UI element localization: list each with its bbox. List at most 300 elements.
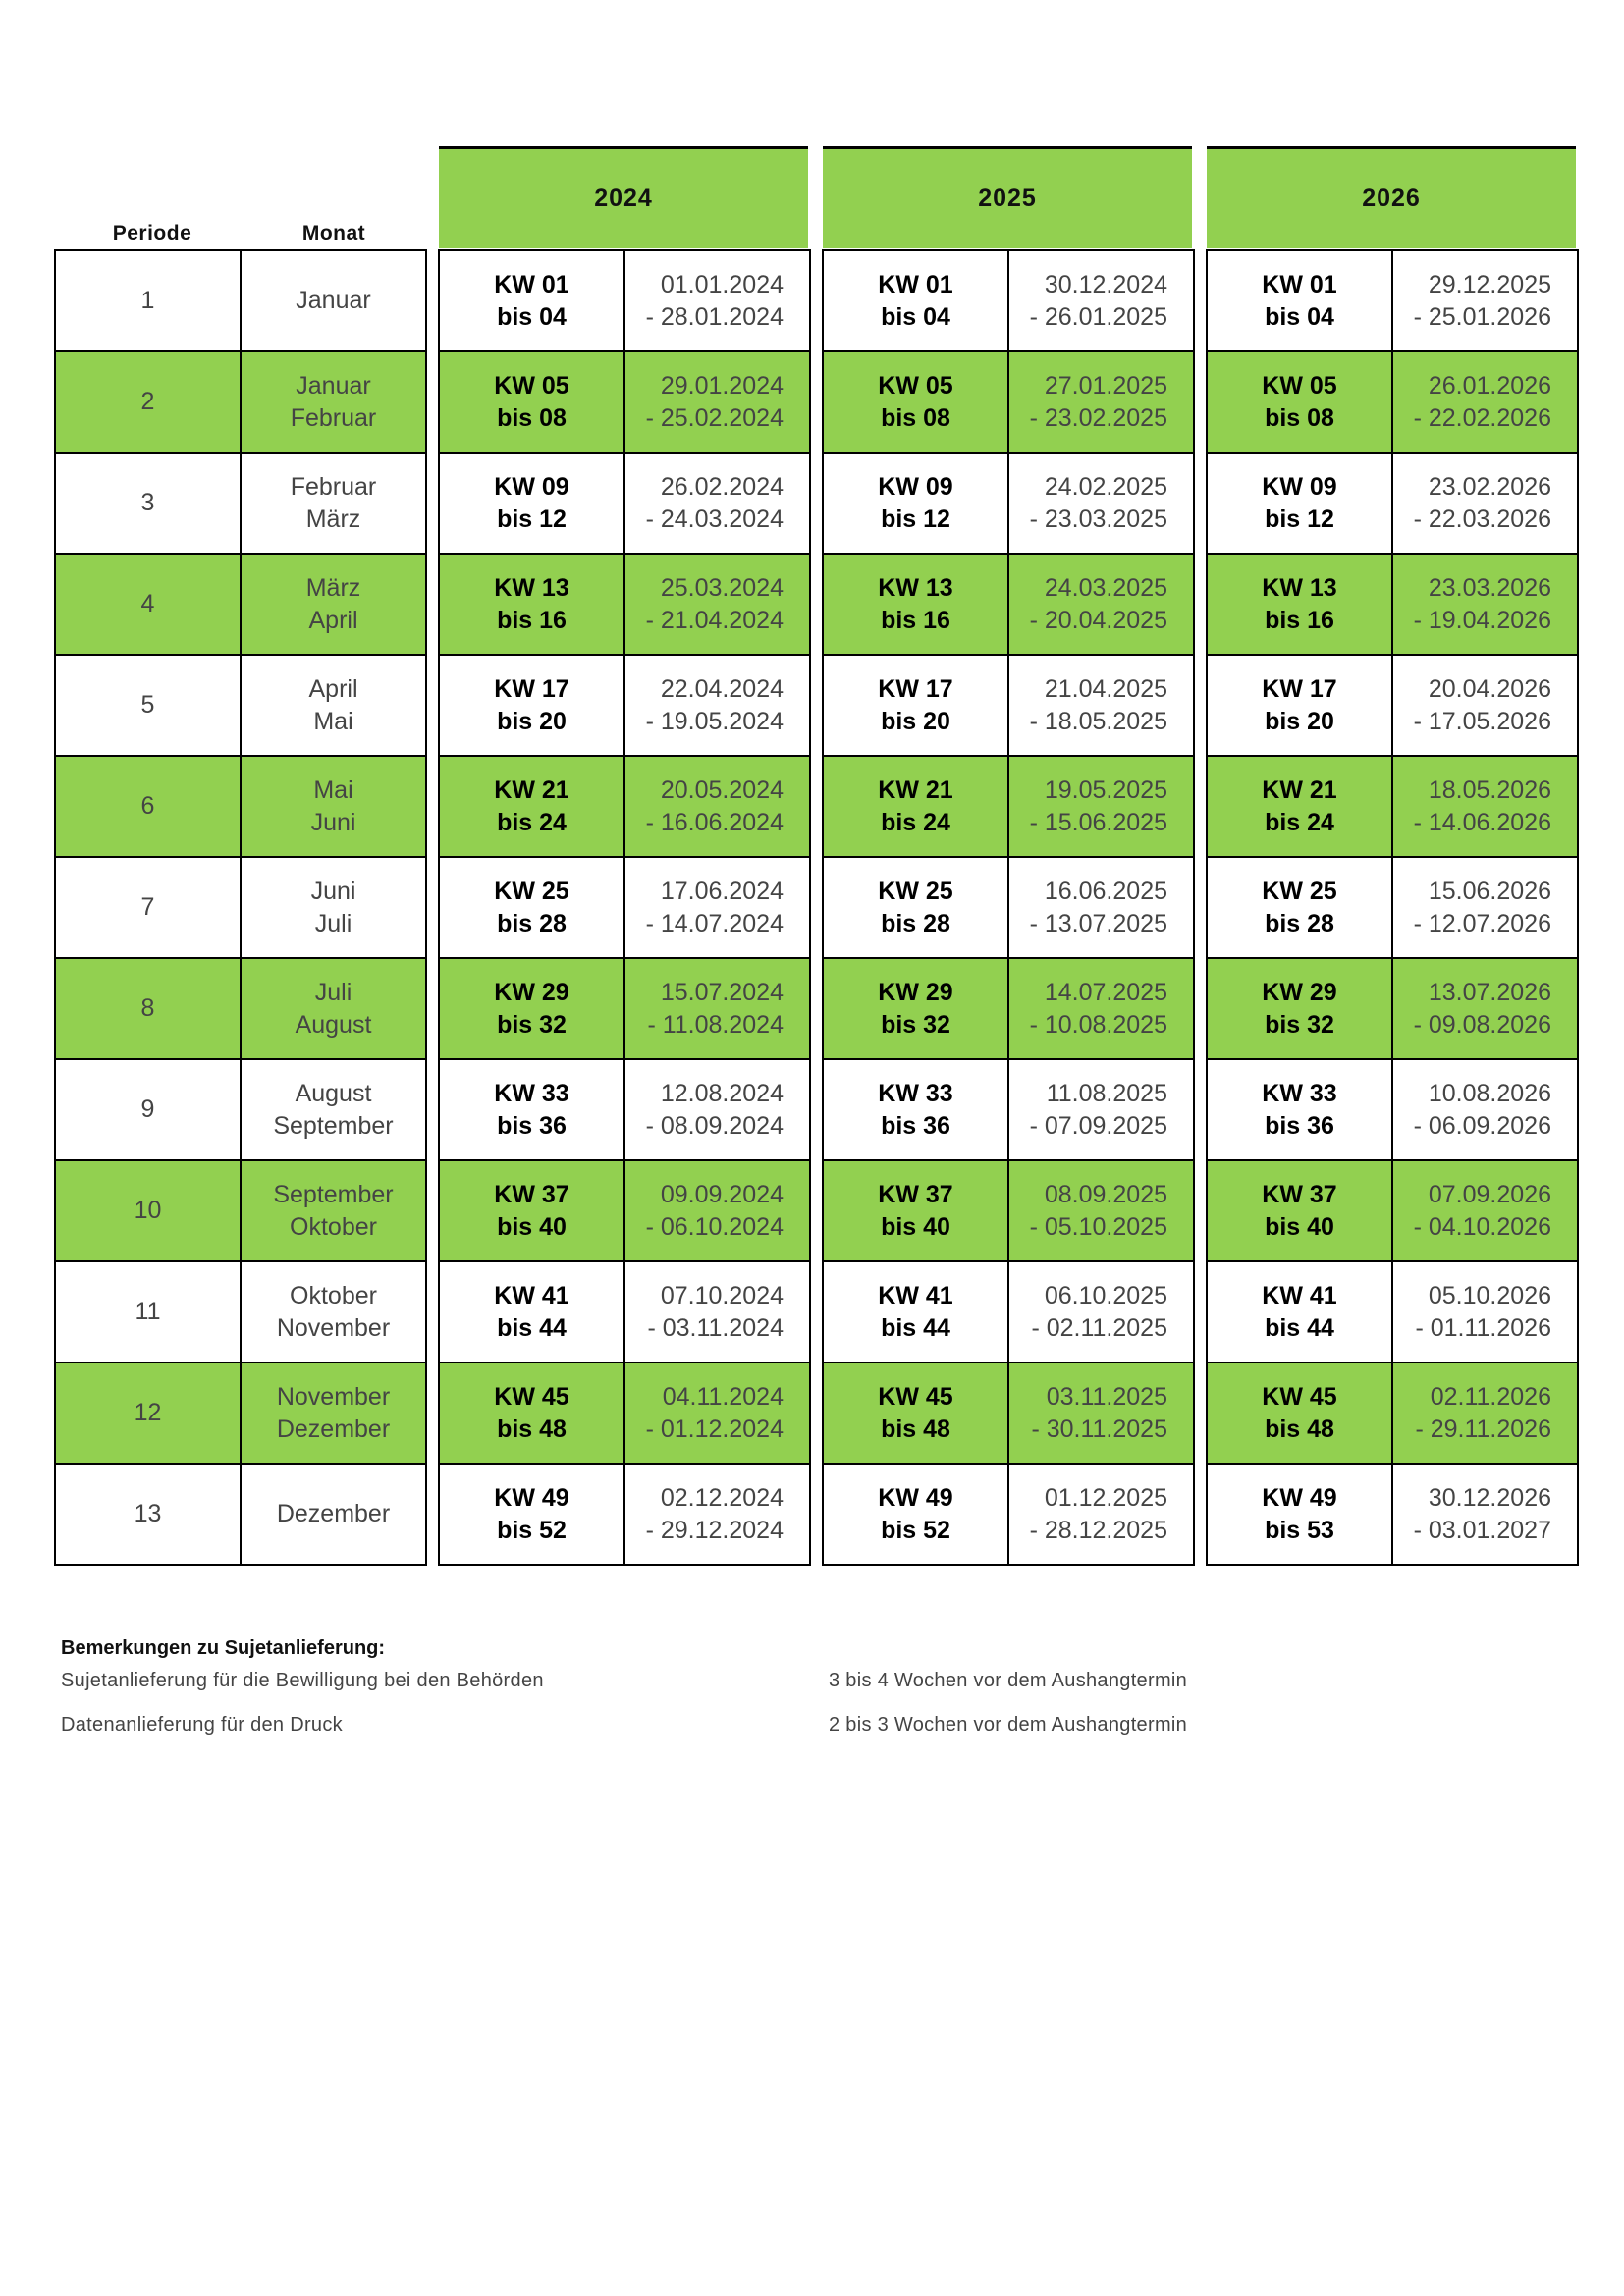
cell-line: November bbox=[276, 1382, 391, 1411]
date-range-cell bbox=[1008, 250, 1194, 351]
table-row bbox=[439, 1464, 810, 1565]
cell-line: KW 01 bbox=[1262, 270, 1337, 298]
period-month-table bbox=[54, 249, 427, 1566]
month-cell bbox=[241, 958, 426, 1059]
table-row bbox=[823, 351, 1194, 453]
cell-line: April bbox=[308, 606, 358, 634]
cell-line: KW 29 bbox=[878, 978, 953, 1006]
calendar-week-cell bbox=[439, 1160, 624, 1261]
cell-line: - 26.01.2025 bbox=[1029, 302, 1167, 331]
cell-line: - 21.04.2024 bbox=[645, 606, 784, 634]
cell-line: KW 13 bbox=[878, 573, 953, 602]
cell-line: bis 44 bbox=[881, 1313, 950, 1342]
date-range-cell bbox=[624, 554, 810, 655]
cell-line: 09.09.2024 bbox=[660, 1180, 784, 1208]
cell-line: bis 24 bbox=[881, 808, 950, 836]
cell-line: - 18.05.2025 bbox=[1029, 707, 1167, 735]
table-row bbox=[55, 351, 426, 453]
cell-line: 15.06.2026 bbox=[1428, 877, 1551, 905]
cell-line: bis 28 bbox=[881, 909, 950, 937]
period-cell: 6 bbox=[55, 756, 241, 857]
cell-line: - 07.09.2025 bbox=[1029, 1111, 1167, 1140]
calendar-week-cell bbox=[439, 958, 624, 1059]
calendar-week-cell bbox=[439, 453, 624, 554]
date-range-cell bbox=[624, 655, 810, 756]
cell-line: Februar bbox=[290, 403, 377, 432]
month-cell bbox=[241, 1464, 426, 1565]
date-range-cell bbox=[1392, 453, 1578, 554]
date-range-cell bbox=[1392, 1261, 1578, 1362]
cell-line: 24.03.2025 bbox=[1044, 573, 1167, 602]
cell-line: - 05.10.2025 bbox=[1029, 1212, 1167, 1241]
calendar-week-cell bbox=[823, 1464, 1008, 1565]
cell-line: KW 25 bbox=[494, 877, 569, 905]
date-range-cell bbox=[1392, 1362, 1578, 1464]
cell-line: KW 17 bbox=[494, 674, 569, 703]
cell-line: KW 01 bbox=[878, 270, 953, 298]
cell-line: Januar bbox=[296, 287, 371, 314]
calendar-week-cell bbox=[1207, 453, 1392, 554]
cell-line: bis 12 bbox=[881, 505, 950, 533]
cell-line: - 15.06.2025 bbox=[1029, 808, 1167, 836]
table-row bbox=[1207, 554, 1578, 655]
month-cell bbox=[241, 1261, 426, 1362]
cell-line: - 08.09.2024 bbox=[645, 1111, 784, 1140]
cell-line: - 22.02.2026 bbox=[1413, 403, 1551, 432]
date-range-cell bbox=[624, 857, 810, 958]
table-row bbox=[1207, 351, 1578, 453]
cell-line: - 13.07.2025 bbox=[1029, 909, 1167, 937]
cell-line: Januar bbox=[296, 371, 371, 400]
cell-line: 25.03.2024 bbox=[660, 573, 784, 602]
cell-line: 20.05.2024 bbox=[660, 775, 784, 804]
cell-line: - 23.02.2025 bbox=[1029, 403, 1167, 432]
cell-line: August bbox=[295, 1079, 372, 1107]
calendar-week-cell bbox=[823, 1059, 1008, 1160]
month-cell bbox=[241, 1059, 426, 1160]
cell-line: bis 12 bbox=[1265, 505, 1334, 533]
table-row bbox=[823, 250, 1194, 351]
date-range-cell bbox=[624, 756, 810, 857]
table-row bbox=[1207, 1362, 1578, 1464]
table-row bbox=[823, 756, 1194, 857]
date-range-cell bbox=[1008, 351, 1194, 453]
cell-line: März bbox=[305, 505, 361, 533]
cell-line: 11.08.2025 bbox=[1046, 1079, 1167, 1107]
cell-line: bis 36 bbox=[1265, 1111, 1334, 1140]
cell-line: bis 08 bbox=[881, 403, 950, 432]
cell-line: bis 04 bbox=[497, 302, 567, 331]
cell-line: 30.12.2026 bbox=[1428, 1483, 1551, 1512]
cell-line: KW 25 bbox=[1262, 877, 1337, 905]
year-table-2026 bbox=[1206, 249, 1579, 1566]
calendar-week-cell bbox=[823, 958, 1008, 1059]
cell-line: bis 12 bbox=[497, 505, 567, 533]
cell-line: - 03.11.2024 bbox=[647, 1313, 784, 1342]
month-cell bbox=[241, 857, 426, 958]
table-row bbox=[439, 1059, 810, 1160]
cell-line: 08.09.2025 bbox=[1044, 1180, 1167, 1208]
period-cell: 1 bbox=[55, 250, 241, 351]
cell-line: 16.06.2025 bbox=[1044, 877, 1167, 905]
cell-line: bis 20 bbox=[1265, 707, 1334, 735]
month-cell bbox=[241, 1160, 426, 1261]
cell-line: - 29.11.2026 bbox=[1415, 1415, 1551, 1443]
cell-line: Oktober bbox=[290, 1281, 377, 1309]
table-row bbox=[439, 554, 810, 655]
calendar-week-cell bbox=[823, 655, 1008, 756]
cell-line: - 01.12.2024 bbox=[645, 1415, 784, 1443]
table-row bbox=[823, 1160, 1194, 1261]
table-row bbox=[439, 1261, 810, 1362]
year-table-2025 bbox=[822, 249, 1195, 1566]
calendar-week-cell bbox=[1207, 655, 1392, 756]
calendar-week-cell bbox=[1207, 958, 1392, 1059]
calendar-week-cell bbox=[1207, 857, 1392, 958]
cell-line: - 02.11.2025 bbox=[1031, 1313, 1167, 1342]
cell-line: KW 29 bbox=[1262, 978, 1337, 1006]
date-range-cell bbox=[624, 351, 810, 453]
cell-line: - 10.08.2025 bbox=[1029, 1010, 1167, 1039]
date-range-cell bbox=[1008, 1362, 1194, 1464]
cell-line: - 30.11.2025 bbox=[1031, 1415, 1167, 1443]
cell-line: 22.04.2024 bbox=[660, 674, 784, 703]
cell-line: bis 16 bbox=[881, 606, 950, 634]
cell-line: KW 25 bbox=[878, 877, 953, 905]
cell-line: 19.05.2025 bbox=[1044, 775, 1167, 804]
date-range-cell bbox=[1392, 250, 1578, 351]
table-row bbox=[823, 857, 1194, 958]
period-cell: 9 bbox=[55, 1059, 241, 1160]
table-row bbox=[823, 1362, 1194, 1464]
table-row bbox=[823, 453, 1194, 554]
note-label: Sujetanlieferung für die Bewilligung bei den Behörden bbox=[61, 1670, 544, 1691]
cell-line: KW 13 bbox=[1262, 573, 1337, 602]
table-row bbox=[823, 958, 1194, 1059]
cell-line: - 16.06.2024 bbox=[645, 808, 784, 836]
cell-line: 01.12.2025 bbox=[1044, 1483, 1167, 1512]
date-range-cell bbox=[1008, 1059, 1194, 1160]
periode-header: Periode bbox=[112, 222, 192, 244]
cell-line: 01.01.2024 bbox=[660, 270, 784, 298]
table-row bbox=[1207, 250, 1578, 351]
table-row bbox=[439, 351, 810, 453]
cell-line: - 11.08.2024 bbox=[647, 1010, 784, 1039]
calendar-week-cell bbox=[823, 1261, 1008, 1362]
cell-line: KW 45 bbox=[878, 1382, 953, 1411]
cell-line: 27.01.2025 bbox=[1044, 371, 1167, 400]
cell-line: - 04.10.2026 bbox=[1413, 1212, 1551, 1241]
cell-line: 21.04.2025 bbox=[1044, 674, 1167, 703]
month-cell bbox=[241, 756, 426, 857]
calendar-week-cell bbox=[1207, 1059, 1392, 1160]
cell-line: bis 48 bbox=[497, 1415, 567, 1443]
date-range-cell bbox=[1008, 655, 1194, 756]
date-range-cell bbox=[1392, 1160, 1578, 1261]
cell-line: - 14.07.2024 bbox=[645, 909, 784, 937]
date-range-cell bbox=[1008, 958, 1194, 1059]
cell-line: KW 05 bbox=[1262, 371, 1337, 400]
date-range-cell bbox=[624, 958, 810, 1059]
table-row bbox=[823, 1261, 1194, 1362]
cell-line: - 19.04.2026 bbox=[1413, 606, 1551, 634]
cell-line: April bbox=[308, 674, 358, 703]
period-cell: 10 bbox=[55, 1160, 241, 1261]
cell-line: 29.01.2024 bbox=[660, 371, 784, 400]
cell-line: KW 01 bbox=[494, 270, 569, 298]
cell-line: 05.10.2026 bbox=[1428, 1281, 1551, 1309]
cell-line: 29.12.2025 bbox=[1428, 270, 1551, 298]
cell-line: bis 16 bbox=[1265, 606, 1334, 634]
period-cell: 8 bbox=[55, 958, 241, 1059]
cell-line: bis 36 bbox=[497, 1111, 567, 1140]
cell-line: - 29.12.2024 bbox=[645, 1516, 784, 1544]
cell-line: bis 16 bbox=[497, 606, 567, 634]
calendar-week-cell bbox=[439, 857, 624, 958]
table-row bbox=[55, 250, 426, 351]
table-row bbox=[439, 857, 810, 958]
cell-line: November bbox=[276, 1313, 391, 1342]
calendar-week-cell bbox=[1207, 1464, 1392, 1565]
cell-line: bis 20 bbox=[881, 707, 950, 735]
note-value: 2 bis 3 Wochen vor dem Aushangtermin bbox=[829, 1714, 1188, 1735]
cell-line: KW 33 bbox=[494, 1079, 569, 1107]
cell-line: bis 44 bbox=[1265, 1313, 1334, 1342]
table-row bbox=[1207, 1261, 1578, 1362]
cell-line: KW 33 bbox=[878, 1079, 953, 1107]
table-row bbox=[55, 655, 426, 756]
cell-line: KW 09 bbox=[878, 472, 953, 501]
date-range-cell bbox=[1008, 1160, 1194, 1261]
cell-line: - 09.08.2026 bbox=[1413, 1010, 1551, 1039]
cell-line: KW 09 bbox=[494, 472, 569, 501]
month-cell bbox=[241, 1362, 426, 1464]
calendar-week-cell bbox=[1207, 554, 1392, 655]
cell-line: KW 33 bbox=[1262, 1079, 1337, 1107]
table-row bbox=[55, 958, 426, 1059]
cell-line: - 20.04.2025 bbox=[1029, 606, 1167, 634]
cell-line: KW 21 bbox=[878, 775, 953, 804]
cell-line: 10.08.2026 bbox=[1428, 1079, 1551, 1107]
cell-line: KW 41 bbox=[878, 1281, 953, 1309]
cell-line: bis 32 bbox=[881, 1010, 950, 1039]
calendar-week-cell bbox=[439, 756, 624, 857]
date-range-cell bbox=[1008, 1261, 1194, 1362]
note-label: Datenanlieferung für den Druck bbox=[61, 1714, 343, 1735]
cell-line: bis 52 bbox=[881, 1516, 950, 1544]
cell-line: KW 49 bbox=[494, 1483, 569, 1512]
cell-line: KW 37 bbox=[494, 1180, 569, 1208]
table-row bbox=[439, 655, 810, 756]
date-range-cell bbox=[624, 1059, 810, 1160]
date-range-cell bbox=[1392, 1059, 1578, 1160]
table-row bbox=[55, 453, 426, 554]
cell-line: 02.11.2026 bbox=[1430, 1382, 1551, 1411]
calendar-week-cell bbox=[439, 1059, 624, 1160]
calendar-week-cell bbox=[823, 351, 1008, 453]
table-row bbox=[439, 756, 810, 857]
date-range-cell bbox=[1008, 453, 1194, 554]
date-range-cell bbox=[1392, 554, 1578, 655]
calendar-week-cell bbox=[823, 857, 1008, 958]
table-row bbox=[55, 1059, 426, 1160]
cell-line: 17.06.2024 bbox=[660, 877, 784, 905]
table-row bbox=[439, 453, 810, 554]
cell-line: August bbox=[295, 1010, 372, 1039]
cell-line: KW 13 bbox=[494, 573, 569, 602]
table-row bbox=[55, 1464, 426, 1565]
cell-line: - 28.01.2024 bbox=[645, 302, 784, 331]
cell-line: September bbox=[273, 1111, 394, 1140]
table-row bbox=[1207, 857, 1578, 958]
date-range-cell bbox=[624, 1160, 810, 1261]
month-cell bbox=[241, 250, 426, 351]
cell-line: 26.02.2024 bbox=[660, 472, 784, 501]
date-range-cell bbox=[624, 1261, 810, 1362]
cell-line: KW 05 bbox=[878, 371, 953, 400]
cell-line: 13.07.2026 bbox=[1428, 978, 1551, 1006]
cell-line: - 22.03.2026 bbox=[1413, 505, 1551, 533]
cell-line: - 25.02.2024 bbox=[645, 403, 784, 432]
cell-line: bis 53 bbox=[1265, 1516, 1334, 1544]
date-range-cell bbox=[1008, 857, 1194, 958]
calendar-week-cell bbox=[439, 250, 624, 351]
monat-header: Monat bbox=[301, 222, 366, 244]
table-row bbox=[55, 554, 426, 655]
calendar-week-cell bbox=[823, 250, 1008, 351]
date-range-cell bbox=[624, 250, 810, 351]
cell-line: Juni bbox=[310, 877, 356, 905]
cell-line: 23.03.2026 bbox=[1428, 573, 1551, 602]
date-range-cell bbox=[1008, 1464, 1194, 1565]
table-row bbox=[1207, 453, 1578, 554]
cell-line: bis 20 bbox=[497, 707, 567, 735]
cell-line: KW 17 bbox=[1262, 674, 1337, 703]
cell-line: - 19.05.2024 bbox=[645, 707, 784, 735]
calendar-week-cell bbox=[439, 351, 624, 453]
table-row bbox=[823, 655, 1194, 756]
table-row bbox=[439, 250, 810, 351]
period-cell: 11 bbox=[55, 1261, 241, 1362]
calendar-week-cell bbox=[439, 655, 624, 756]
period-cell: 12 bbox=[55, 1362, 241, 1464]
cell-line: Juli bbox=[314, 909, 352, 937]
cell-line: KW 49 bbox=[1262, 1483, 1337, 1512]
calendar-week-cell bbox=[823, 756, 1008, 857]
cell-line: September bbox=[273, 1180, 394, 1208]
table-row bbox=[823, 1464, 1194, 1565]
cell-line: KW 29 bbox=[494, 978, 569, 1006]
calendar-week-cell bbox=[823, 1362, 1008, 1464]
cell-line: 23.02.2026 bbox=[1428, 472, 1551, 501]
calendar-week-cell bbox=[1207, 1261, 1392, 1362]
calendar-week-cell bbox=[439, 554, 624, 655]
calendar-week-cell bbox=[439, 1261, 624, 1362]
date-range-cell bbox=[624, 1362, 810, 1464]
cell-line: März bbox=[305, 573, 361, 602]
cell-line: - 01.11.2026 bbox=[1415, 1313, 1551, 1342]
cell-line: bis 52 bbox=[497, 1516, 567, 1544]
month-cell bbox=[241, 351, 426, 453]
cell-line: bis 48 bbox=[1265, 1415, 1334, 1443]
date-range-cell bbox=[624, 1464, 810, 1565]
cell-line: bis 40 bbox=[1265, 1212, 1334, 1241]
cell-line: 26.01.2026 bbox=[1428, 371, 1551, 400]
table-row bbox=[55, 1160, 426, 1261]
cell-line: Dezember bbox=[276, 1500, 391, 1527]
cell-line: - 23.03.2025 bbox=[1029, 505, 1167, 533]
table-row bbox=[1207, 756, 1578, 857]
cell-line: 06.10.2025 bbox=[1044, 1281, 1167, 1309]
cell-line: KW 37 bbox=[1262, 1180, 1337, 1208]
cell-line: 07.10.2024 bbox=[660, 1281, 784, 1309]
cell-line: KW 45 bbox=[1262, 1382, 1337, 1411]
cell-line: Juni bbox=[310, 808, 356, 836]
cell-line: - 12.07.2026 bbox=[1413, 909, 1551, 937]
cell-line: - 03.01.2027 bbox=[1413, 1516, 1551, 1544]
period-cell: 13 bbox=[55, 1464, 241, 1565]
cell-line: - 06.09.2026 bbox=[1413, 1111, 1551, 1140]
table-row bbox=[55, 1362, 426, 1464]
cell-line: bis 28 bbox=[497, 909, 567, 937]
cell-line: 04.11.2024 bbox=[662, 1382, 784, 1411]
cell-line: KW 49 bbox=[878, 1483, 953, 1512]
notes-title: Bemerkungen zu Sujetanlieferung: bbox=[61, 1637, 386, 1659]
cell-line: KW 05 bbox=[494, 371, 569, 400]
cell-line: 02.12.2024 bbox=[660, 1483, 784, 1512]
period-cell: 5 bbox=[55, 655, 241, 756]
period-cell: 7 bbox=[55, 857, 241, 958]
cell-line: - 25.01.2026 bbox=[1413, 302, 1551, 331]
date-range-cell bbox=[1392, 958, 1578, 1059]
cell-line: KW 41 bbox=[1262, 1281, 1337, 1309]
note-value: 3 bis 4 Wochen vor dem Aushangtermin bbox=[829, 1670, 1188, 1691]
cell-line: bis 48 bbox=[881, 1415, 950, 1443]
cell-line: Mai bbox=[313, 775, 353, 804]
table-row bbox=[439, 1362, 810, 1464]
cell-line: 24.02.2025 bbox=[1044, 472, 1167, 501]
table-row bbox=[439, 958, 810, 1059]
cell-line: bis 40 bbox=[497, 1212, 567, 1241]
date-range-cell bbox=[1392, 857, 1578, 958]
cell-line: bis 36 bbox=[881, 1111, 950, 1140]
cell-line: KW 09 bbox=[1262, 472, 1337, 501]
table-row bbox=[1207, 1160, 1578, 1261]
cell-line: 12.08.2024 bbox=[660, 1079, 784, 1107]
year-header-2024: 2024 bbox=[439, 146, 808, 248]
cell-line: bis 04 bbox=[1265, 302, 1334, 331]
table-row bbox=[823, 554, 1194, 655]
cell-line: bis 08 bbox=[1265, 403, 1334, 432]
calendar-week-cell bbox=[439, 1362, 624, 1464]
calendar-week-cell bbox=[1207, 1160, 1392, 1261]
date-range-cell bbox=[1392, 756, 1578, 857]
cell-line: KW 17 bbox=[878, 674, 953, 703]
date-range-cell bbox=[1392, 1464, 1578, 1565]
calendar-week-cell bbox=[1207, 250, 1392, 351]
cell-line: bis 32 bbox=[1265, 1010, 1334, 1039]
date-range-cell bbox=[1392, 655, 1578, 756]
cell-line: - 17.05.2026 bbox=[1413, 707, 1551, 735]
cell-line: 14.07.2025 bbox=[1044, 978, 1167, 1006]
cell-line: KW 41 bbox=[494, 1281, 569, 1309]
table-row bbox=[1207, 655, 1578, 756]
cell-line: 03.11.2025 bbox=[1046, 1382, 1167, 1411]
cell-line: bis 40 bbox=[881, 1212, 950, 1241]
calendar-week-cell bbox=[823, 453, 1008, 554]
cell-line: 30.12.2024 bbox=[1044, 270, 1167, 298]
period-cell: 3 bbox=[55, 453, 241, 554]
